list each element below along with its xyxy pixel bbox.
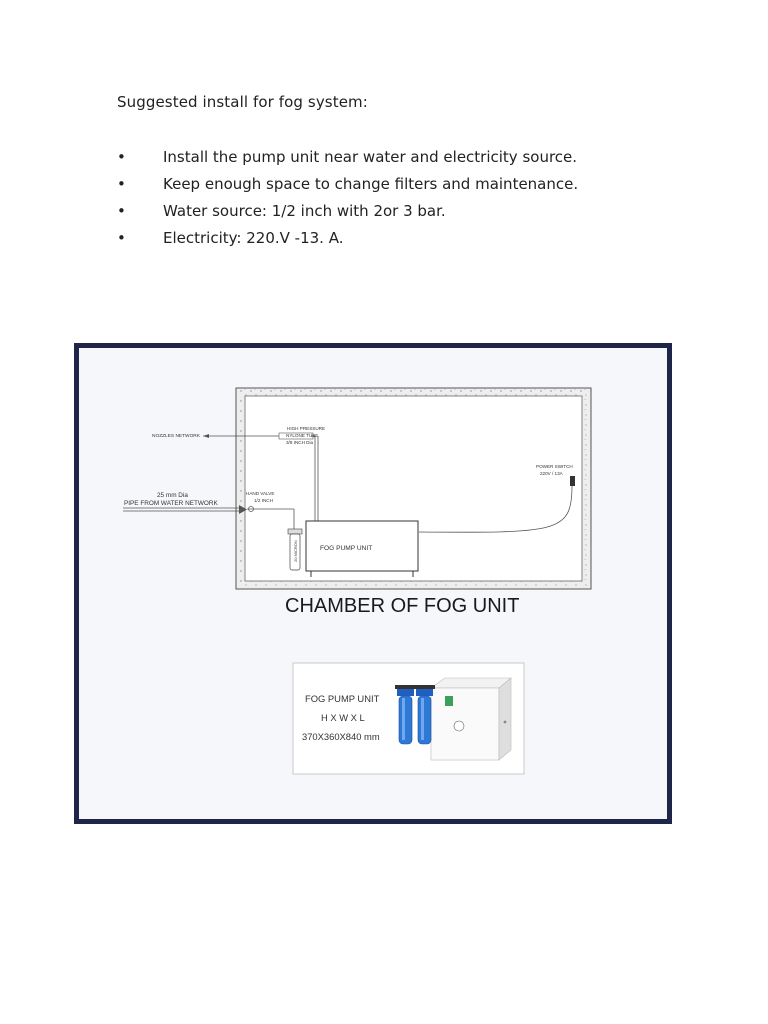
high-pressure-label-2: NYLONE TUBE: [286, 433, 319, 438]
bullet-dot: •: [117, 175, 126, 193]
chamber-title: CHAMBER OF FOG UNIT: [285, 595, 520, 617]
high-pressure-label-1: HIGH PRESSURE: [287, 426, 326, 431]
pipe-size-label: 25 mm Dia: [157, 492, 188, 499]
hand-valve-label-2: 1/2 INCH: [254, 498, 273, 503]
bullet-text: Water source: 1/2 inch with 2or 3 bar.: [163, 202, 446, 220]
nozzles-network-label: NOZZLES NETWORK: [152, 434, 200, 439]
bullet-dot: •: [117, 148, 126, 166]
bullet-dot: •: [117, 202, 126, 220]
installation-diagram: [79, 348, 667, 819]
bullet-text: Keep enough space to change filters and maintenance.: [163, 175, 579, 193]
hand-valve-label-1: HAND VALVE: [246, 491, 275, 496]
bullet-text: Electricity: 220.V -13. A.: [163, 229, 344, 247]
pipe-from-label: PIPE FROM WATER NETWORK: [124, 500, 218, 507]
bullet-dot: •: [117, 229, 126, 247]
spec-dims-value: 370X360X840 mm: [302, 731, 380, 742]
fog-pump-unit-label: FOG PUMP UNIT: [320, 545, 373, 552]
power-switch-label-1: POWER SWITCH: [536, 464, 573, 469]
diagram-frame: [74, 343, 672, 824]
filter-label: 20 MICRON: [293, 540, 298, 562]
bullet-text: Install the pump unit near water and electricity source.: [163, 148, 578, 166]
intro-text: Suggested install for fog system:: [117, 93, 368, 111]
power-switch-label-2: 220V / 13A: [540, 471, 563, 476]
spec-title: FOG PUMP UNIT: [305, 693, 380, 704]
spec-dims-label: H X W X L: [321, 712, 365, 723]
high-pressure-label-3: 3/8 INCH Dia: [286, 440, 314, 445]
